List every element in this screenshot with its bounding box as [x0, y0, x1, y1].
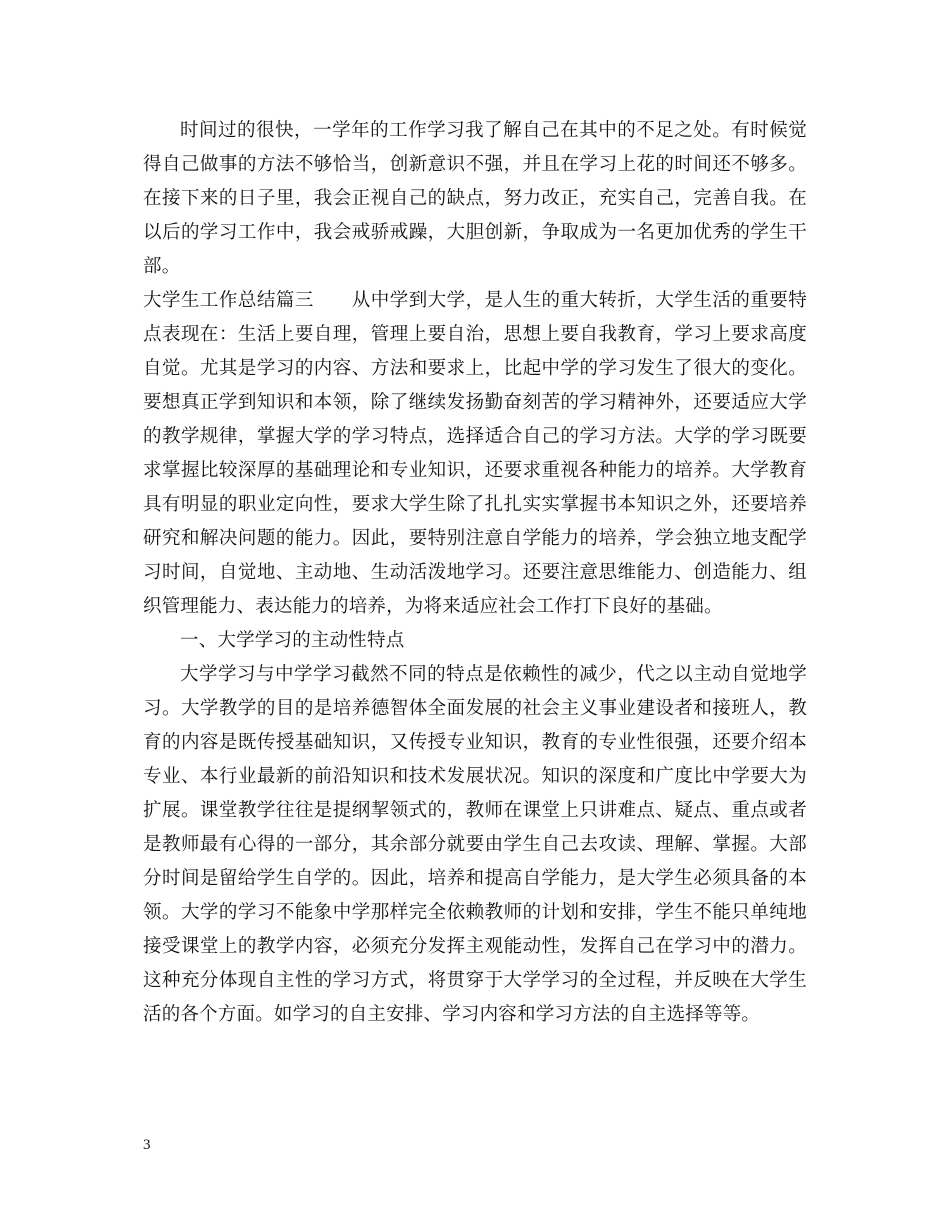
- paragraph-1: 时间过的很快，一学年的工作学习我了解自己在其中的不足之处。有时候觉得自己做事的方法不够恰当，创新意识不强，并且在学习上花的时间还不够多。在接下来的日子里，我会正视自己的缺点，努力改正，充实自己，完善自我。在以后的学习工作中，我会戒骄戒躁，大胆创新，争取成为一名更加优秀的学生干部。: [143, 120, 807, 277]
- paragraph-2-section-three: 大学生工作总结篇三 从中学到大学，是人生的重大转折，大学生活的重要特点表现在：生活上要自理，管理上要自治，思想上要自我教育，学习上要求高度自觉。尤其是学习的内容、方法和要求上，比起中学的学习发生了很大的变化。要想真正学到知识和本领，除了继续发扬勤奋刻苦的学习精神外，还要适应大学的教学规律，掌握大学的学习特点，选择适合自己的学习方法。大学的学习既要求掌握比较深厚的基础理论和专业知识，还要求重视各种能力的培养。大学教育具有明显的职业定向性，要求大学生除了扎扎实实掌握书本知识之外，还要培养研究和解决问题的能力。因此，要特别注意自学能力的培养，学会独立地支配学习时间，自觉地、主动地、生动活泼地学习。还要注意思维能力、创造能力、组织管理能力、表达能力的培养，为将来适应社会工作打下良好的基础。: [143, 290, 807, 617]
- paragraph-4: 大学学习与中学学习截然不同的特点是依赖性的减少，代之以主动自觉地学习。大学教学的目的是培养德智体全面发展的社会主义事业建设者和接班人，教育的内容是既传授基础知识，又传授专业知识，教育的专业性很强，还要介绍本专业、本行业最新的前沿知识和技术发展状况。知识的深度和广度比中学要大为扩展。课堂教学往往是提纲挈领式的，教师在课堂上只讲难点、疑点、重点或者是教师最有心得的一部分，其余部分就要由学生自己去攻读、理解、掌握。大部分时间是留给学生自学的。因此，培养和提高自学能力，是大学生必须具备的本领。大学的学习不能象中学那样完全依赖教师的计划和安排，学生不能只单纯地接受课堂上的教学内容，必须充分发挥主观能动性，发挥自己在学习中的潜力。这种充分体现自主性的学习方式，将贯穿于大学学习的全过程，并反映在大学生活的各个方面。如学习的自主安排、学习内容和学习方法的自主选择等等。: [143, 664, 807, 1025]
- section-heading-initiative: 一、大学学习的主动性特点: [180, 630, 405, 651]
- document-body: [143, 114, 807, 1032]
- page-number: 3: [143, 1137, 151, 1153]
